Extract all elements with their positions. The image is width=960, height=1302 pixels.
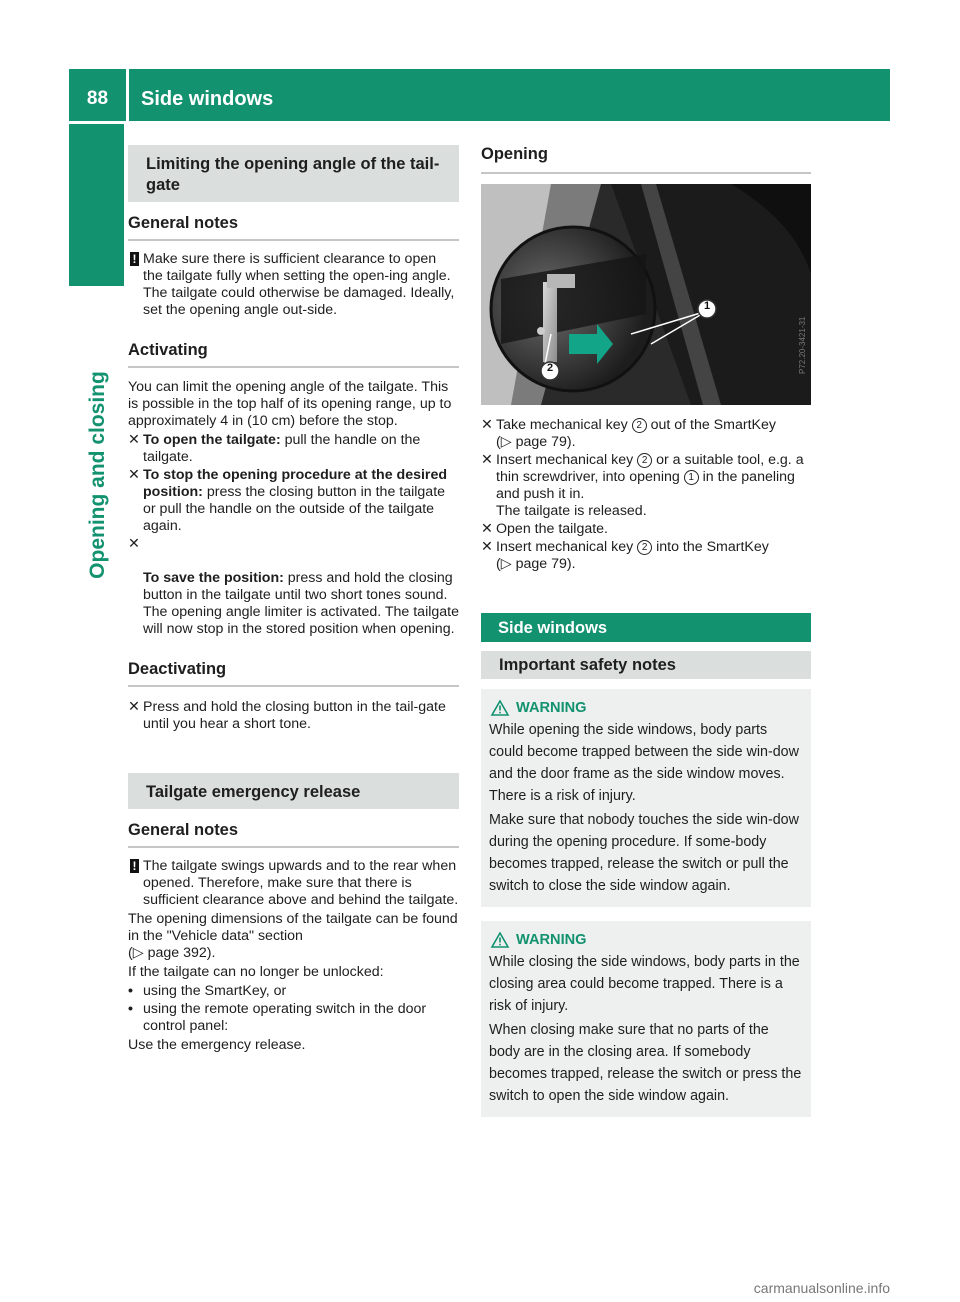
arrow-marker-icon: ✕ xyxy=(128,432,140,448)
arrow-marker-icon: ✕ xyxy=(481,452,493,468)
page-ref-link[interactable]: (▷ page 79). xyxy=(496,556,576,572)
page-ref-link[interactable]: (▷ page 392). xyxy=(128,945,216,961)
chapter-tab xyxy=(69,124,124,286)
dimensions-text: The opening dimensions of the tailgate can be found in the "Vehicle data" section (▷ page 392). xyxy=(128,911,458,961)
subheading-general-notes: General notes xyxy=(128,214,459,241)
chapter-label: Opening and closing xyxy=(86,371,109,579)
step-insert-key-back: ✕ Insert mechanical key 2 into the SmartKey (▷ page 79). xyxy=(481,539,769,572)
warning-title: WARNING xyxy=(489,931,803,949)
warning-box-1 xyxy=(481,689,811,907)
warning-text: Make sure that nobody touches the side win-dow during the opening procedure. If some-body becomes trapped, release the switch or pull the switch to close the side window again. xyxy=(489,812,799,894)
bullet-icon: • xyxy=(128,1001,133,1017)
arrow-marker-icon: ✕ xyxy=(481,417,493,433)
step-deactivate: ✕ Press and hold the closing button in the tail-gate until you hear a short tone. xyxy=(128,699,446,732)
warning-text: While closing the side windows, body parts in the closing area could become trapped. There is a risk of injury. xyxy=(489,954,800,1014)
arrow-marker-icon: ✕ xyxy=(128,699,140,715)
arrow-marker-icon: ✕ xyxy=(481,521,493,537)
warning-text: While opening the side windows, body parts could become trapped between the side win-dow and the door frame as the side window moves. There is a risk of injury. xyxy=(489,722,799,804)
activating-text: You can limit the opening angle of the tailgate. This is possible in the top half of its opening range, up to approximately 4 in (10 cm) before the stop. xyxy=(128,379,452,429)
section-heading-limiting: Limiting the opening angle of the tail- gate xyxy=(128,145,459,202)
exclamation-icon: ! xyxy=(130,252,139,266)
right-column xyxy=(481,145,811,1117)
bullet-icon: • xyxy=(128,983,133,999)
warning-box-2 xyxy=(481,921,811,1117)
step-stop-opening: ✕ To stop the opening procedure at the desired position: press the closing button in the tailgate or pull the handle on the outside of the tailgate again. xyxy=(128,467,448,534)
section-heading-side-windows: Side windows xyxy=(481,613,811,642)
arrow-marker-icon: ✕ xyxy=(128,467,140,483)
callout-2-label: 2 xyxy=(546,362,554,374)
callout-2-ref: 2 xyxy=(637,540,652,555)
warning-triangle-icon xyxy=(490,932,510,948)
step-open-tailgate: ✕ To open the tailgate: pull the handle on the tailgate. xyxy=(128,432,421,465)
warning-title: WARNING xyxy=(489,699,803,717)
section-heading-important: Important safety notes xyxy=(481,651,811,679)
watermark: carmanualsonline.info xyxy=(753,1280,890,1296)
bullet-item: • using the remote operating switch in the door control panel: xyxy=(128,1001,427,1034)
callout-2-ref: 2 xyxy=(637,453,652,468)
warning-triangle-icon xyxy=(490,700,510,716)
page-ref-link[interactable]: (▷ page 79). xyxy=(496,434,576,450)
step-take-key: ✕ Take mechanical key 2 out of the SmartKey (▷ page 79). xyxy=(481,417,776,450)
header-divider xyxy=(126,69,129,121)
callout-2-ref: 2 xyxy=(632,418,647,433)
subheading-general-notes-2: General notes xyxy=(128,821,459,848)
callout-1-label: 1 xyxy=(703,300,711,312)
unlock-text: If the tailgate can no longer be unlocked: xyxy=(128,964,384,980)
tailgate-release-photo xyxy=(481,184,811,405)
page-title: Side windows xyxy=(141,88,274,110)
use-release-text: Use the emergency release. xyxy=(128,1037,306,1053)
exclamation-icon: ! xyxy=(130,859,139,873)
note-paragraph: ! Make sure there is sufficient clearance to open the tailgate fully when setting the open-ing angle. The tailgate could otherwise be damaged. Ideally, set the opening angle out-side. xyxy=(128,251,459,319)
callout-1-ref: 1 xyxy=(684,470,699,485)
step-insert-key: ✕ Insert mechanical key 2 or a suitable tool, e.g. a thin screwdriver, into opening 1 in the paneling and push it in. The tailgate is released. xyxy=(481,452,804,519)
subheading-opening: Opening xyxy=(481,145,811,174)
image-code: P72.20-3421-31 xyxy=(798,316,807,374)
left-column xyxy=(128,145,459,1054)
arrow-marker-icon: ✕ xyxy=(481,539,493,555)
step-save-position: ✕ To save the position: press and hold the closing button in the tailgate until two short tones sound. The opening angle limiter is activated. The tailgate will now stop in the stored position when opening. xyxy=(128,536,459,637)
warning-text: When closing make sure that no parts of the body are in the closing area. If somebody becomes trapped, release the switch or press the switch to open the side window again. xyxy=(489,1022,802,1104)
photo-illustration xyxy=(481,184,811,405)
note-paragraph-2: ! The tailgate swings upwards and to the rear when opened. Therefore, make sure that there is sufficient clearance above and behind the tailgate. xyxy=(128,858,459,909)
subheading-activating: Activating xyxy=(128,341,459,368)
arrow-marker-icon: ✕ xyxy=(128,536,140,552)
section-heading-emergency: Tailgate emergency release xyxy=(128,773,459,809)
bullet-item: • using the SmartKey, or xyxy=(128,983,287,999)
step-open-tailgate: ✕ Open the tailgate. xyxy=(481,521,609,537)
subheading-deactivating: Deactivating xyxy=(128,660,459,687)
page-number: 88 xyxy=(86,88,109,109)
